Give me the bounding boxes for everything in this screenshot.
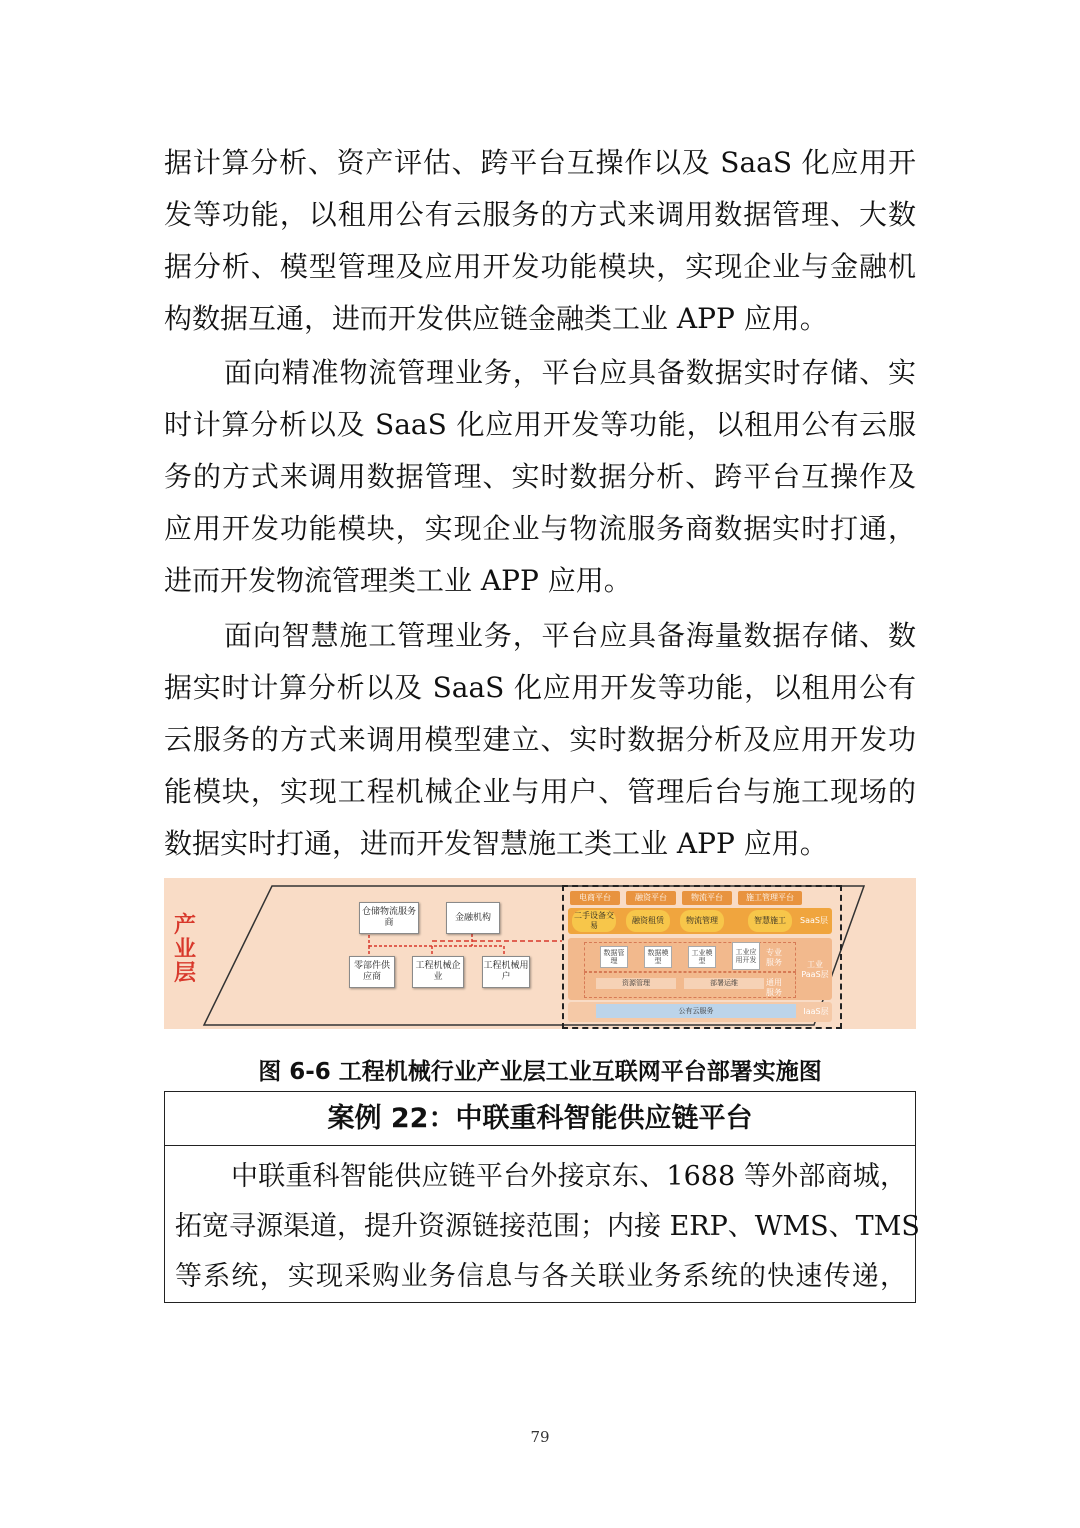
- case-title: 案例 22：中联重科智能供应链平台: [165, 1092, 915, 1146]
- paragraph-line: 进而开发物流管理类工业 APP 应用。: [164, 564, 632, 597]
- paas-data-mgmt: 数据管理: [600, 946, 628, 968]
- paragraph-line: 面向精准物流管理业务，平台应具备数据实时存储、实: [224, 356, 916, 389]
- paas-industrial-model: 工业模型: [688, 946, 716, 968]
- saas-used-equipment: 二手设备交易: [574, 911, 614, 930]
- public-cloud-bar: 公有云服务: [596, 1004, 796, 1018]
- paragraph-line: 时计算分析以及 SaaS 化应用开发等功能，以租用公有云服: [164, 408, 916, 441]
- machinery-enterprise-box: 工程机械企业: [412, 956, 464, 988]
- paragraph-line: 务的方式来调用数据管理、实时数据分析、跨平台互操作及: [164, 460, 916, 493]
- saas-tag: SaaS层: [800, 916, 828, 925]
- saas-smart-construction: 智慧施工: [748, 910, 792, 932]
- paas-app-dev: 工业应用开发: [732, 942, 760, 970]
- paragraph-line: 构数据互通，进而开发供应链金融类工业 APP 应用。: [164, 302, 828, 335]
- paragraph-line: 发等功能，以租用公有云服务的方式来调用数据管理、大数: [164, 198, 916, 231]
- paragraph-line: 据分析、模型管理及应用开发功能模块，实现企业与金融机: [164, 250, 916, 283]
- deploy-ops-bar: 部署运维: [684, 978, 764, 989]
- machinery-user-box: 工程机械用户: [482, 956, 530, 988]
- page-number: 79: [530, 1428, 550, 1446]
- deployment-diagram: [164, 878, 916, 1029]
- paas-data-model: 数据模型: [644, 946, 672, 968]
- paragraph-line: 据计算分析、资产评估、跨平台互操作以及 SaaS 化应用开: [164, 146, 916, 179]
- case-line: 拓宽寻源渠道，提升资源链接范围；内接 ERP、WMS、TMS: [175, 1211, 920, 1242]
- figure-caption: 图 6-6 工程机械行业产业层工业互联网平台部署实施图: [258, 1059, 822, 1085]
- pro-service-tag: 专业服务: [766, 948, 782, 967]
- saas-leasing: 融资租赁: [626, 910, 670, 932]
- paragraph-1: [164, 137, 916, 345]
- resource-mgmt-bar: 资源管理: [596, 978, 676, 989]
- platform-construction: 施工管理平台: [738, 891, 802, 905]
- layer-label: 产业层: [173, 913, 196, 986]
- paragraph-line: 应用开发功能模块，实现企业与物流服务商数据实时打通，: [164, 512, 916, 545]
- finance-institution-box: 金融机构: [446, 902, 500, 934]
- platform-logistics: 物流平台: [682, 891, 732, 905]
- case-line: 等系统，实现采购业务信息与各关联业务系统的快速传递，: [175, 1261, 907, 1292]
- paragraph-line: 据实时计算分析以及 SaaS 化应用开发等功能，以租用公有: [164, 671, 916, 704]
- paragraph-line: 云服务的方式来调用模型建立、实时数据分析及应用开发功: [164, 723, 916, 756]
- platform-financing: 融资平台: [626, 891, 676, 905]
- paragraph-line: 面向智慧施工管理业务，平台应具备海量数据存储、数: [224, 619, 916, 652]
- paragraph-line: 能模块，实现工程机械企业与用户、管理后台与施工现场的: [164, 775, 916, 808]
- case-body: [175, 1152, 920, 1302]
- case-table: [164, 1091, 920, 1303]
- paragraph-3: [164, 610, 916, 870]
- platform-ecommerce: 电商平台: [570, 891, 620, 905]
- warehouse-logistics-box: 仓储物流服务商: [359, 902, 419, 934]
- iaas-tag: IaaS层: [803, 1007, 829, 1016]
- case-line: 中联重科智能供应链平台外接京东、1688 等外部商城，: [231, 1161, 907, 1192]
- paragraph-line: 数据实时打通，进而开发智慧施工类工业 APP 应用。: [164, 827, 828, 860]
- paas-tag: 工业PaaS层: [801, 960, 829, 979]
- saas-logistics: 物流管理: [680, 910, 724, 932]
- general-service-tag: 通用服务: [766, 978, 782, 997]
- paragraph-2: [164, 347, 916, 607]
- parts-supplier-box: 零部件供应商: [349, 956, 395, 988]
